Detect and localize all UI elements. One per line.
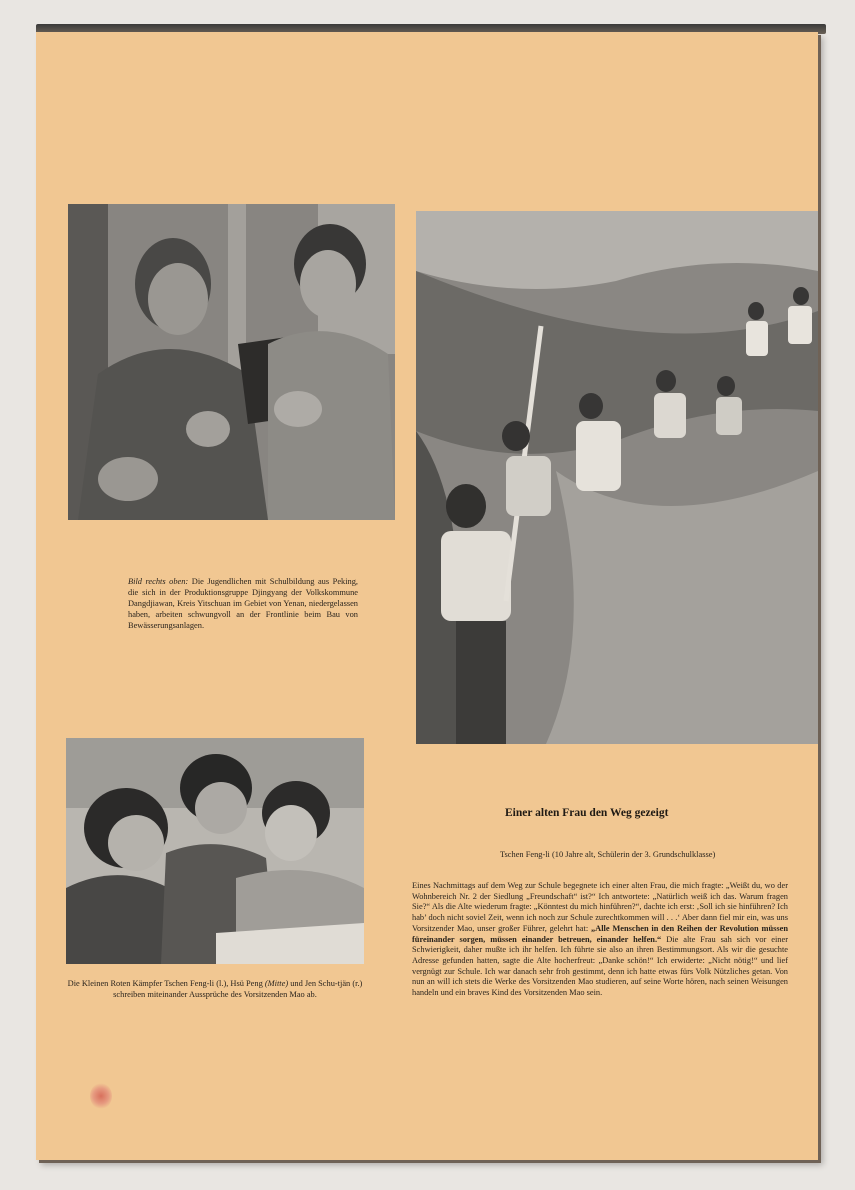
caption-children-part1: Die Kleinen Roten Kämpfer Tschen Feng-li (l.), Hsü Peng xyxy=(67,979,263,988)
story-body xyxy=(412,881,788,999)
paper-stain xyxy=(90,1083,112,1109)
photo-women-reading xyxy=(68,204,395,520)
story-body-part1: Eines Nachmittags auf dem Weg zur Schule begegnete ich einer alten Frau, die mich fragte: „Weißt du, wo der Wohnbereich Nr. 2 der Siedlung „Freundschaft“ ist?“ Ich antwortete: „Natürlich weiß ich das. Warum fragen Sie?“ Als die Alte wiederum fragte: „Könntest du mich hinführen?“, dachte ich erst: ‚Soll ich sie hinführen? Ich hab’ doch nicht soviel Zeit, wenn ich noch zur Schule zurechtkommen will . . .‘ Aber dann fiel mir ein, was uns Vorsitzender Mao, unser großer Führer, gelehrt hat: xyxy=(412,881,788,933)
story-byline: Tschen Feng-li (10 Jahre alt, Schülerin der 3. Grundschulklasse) xyxy=(500,850,716,859)
story-body-part2: Die alte Frau sah sich vor einer Schwierigkeit, daher mußte ich ihr helfen. Ich führte sie also an ihren Bestimmungsort. Als wir die gesuchte Adresse gefunden hatten, sagte die Alte hocherfreut: „Danke schön!“ Ich erwiderte: „Nicht nötig!“ und lief vergnügt zur Schule. Ich war danach sehr froh gestimmt, denn ich hatte etwas fürs Volk Nützliches getan. Von nun an will ich stets die Werke des Vorsitzenden Mao studieren, auf seine Worte hören, nach seinen Weisungen handeln und ein braves Kind des Vorsitzenden Mao sein. xyxy=(412,934,788,998)
caption-irrigation-label: Bild rechts oben: xyxy=(128,577,189,586)
caption-children xyxy=(66,978,364,1000)
caption-irrigation-text: Die Jugendlichen mit Schulbildung aus Peking, die sich in der Produktionsgruppe Djingyang der Volkskommune Dangdjiawan, Kreis Yitschuan im Gebiet von Yenan, niedergelassen haben, arbeiten schwungvoll an der Frontlinie beim Bau von Bewässerungsanlagen. xyxy=(128,577,359,630)
photo-children-writing xyxy=(66,738,364,964)
caption-children-mitte: (Mitte) xyxy=(264,979,289,988)
caption-children-part2: und Jen Schu-tjän (r.) schreiben miteinander Aussprüche des Vorsitzenden Mao ab. xyxy=(113,979,363,999)
photo-irrigation-work xyxy=(416,211,818,744)
story-title: Einer alten Frau den Weg gezeigt xyxy=(505,807,669,819)
caption-irrigation xyxy=(128,576,358,631)
story-body-quote: „Alle Menschen in den Reihen der Revolution müssen füreinander sorgen, müssen einander betreuen, einander helfen.“ xyxy=(412,923,789,944)
